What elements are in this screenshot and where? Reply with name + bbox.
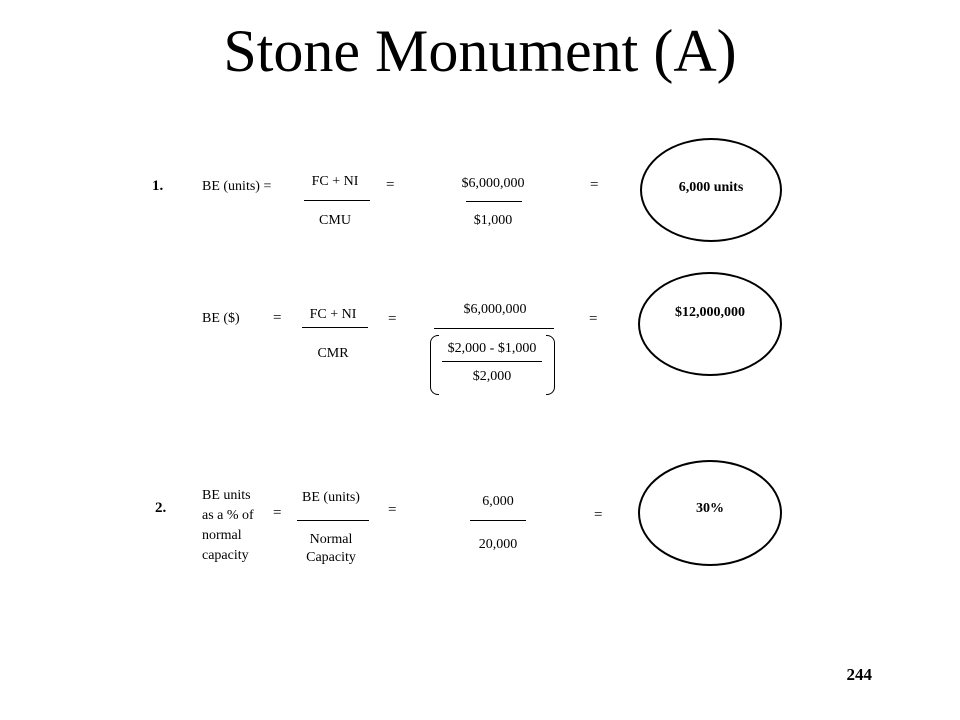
be-percent-label-line-4: capacity [202, 548, 249, 563]
be-units-formula-fraction-bar [304, 200, 370, 201]
be-dollars-result: $12,000,000 [675, 305, 745, 320]
page-title: Stone Monument (A) [223, 18, 737, 84]
be-percent-value-numerator: 6,000 [482, 494, 514, 509]
be-percent-formula-fraction-bar [297, 520, 369, 521]
be-percent-value-denominator: 20,000 [478, 537, 518, 552]
be-units-equals-2: = [590, 177, 599, 193]
be-units-value-denominator: $1,000 [473, 213, 513, 228]
be-dollars-value-sub-fraction-bar [442, 361, 542, 362]
be-units-formula-denominator: CMU [319, 213, 351, 228]
be-dollars-formula-numerator: FC + NI [309, 307, 357, 322]
be-dollars-label: BE ($) [202, 311, 240, 326]
page-number: 244 [846, 665, 872, 684]
be-dollars-result-oval [638, 272, 782, 376]
be-percent-equals-0: = [273, 505, 282, 521]
be-dollars-equals-2: = [589, 311, 598, 327]
be-percent-formula-denominator-line-2: Capacity [306, 550, 356, 565]
be-percent-formula-denominator [290, 531, 372, 567]
be-percent-formula-numerator: BE (units) [302, 490, 360, 505]
be-percent-value-fraction-bar [470, 520, 526, 521]
be-percent-equals-1: = [388, 502, 397, 518]
be-dollars-formula-fraction-bar [302, 327, 368, 328]
be-dollars-equals-1: = [388, 311, 397, 327]
be-percent-label-line-3: normal [202, 528, 242, 543]
be-percent-label [202, 486, 254, 566]
section-1-number: 1. [152, 178, 164, 194]
be-dollars-equals-0: = [273, 310, 282, 326]
be-units-formula-numerator: FC + NI [311, 174, 359, 189]
be-percent-label-line-1: BE units [202, 488, 251, 503]
be-percent-result: 30% [696, 501, 724, 516]
be-dollars-formula-denominator: CMR [317, 346, 349, 361]
be-percent-formula-denominator-line-1: Normal [309, 532, 353, 547]
be-units-value-fraction-bar [466, 201, 522, 202]
be-dollars-value-sub-numerator: $2,000 - $1,000 [447, 341, 537, 356]
be-dollars-value-sub-denominator: $2,000 [472, 369, 512, 384]
be-units-value-numerator: $6,000,000 [461, 176, 525, 191]
be-units-label: BE (units) = [202, 179, 272, 194]
section-2-number: 2. [155, 500, 167, 516]
be-dollars-value-main-fraction-bar [434, 328, 554, 329]
be-units-equals-1: = [386, 177, 395, 193]
be-dollars-value-numerator: $6,000,000 [463, 302, 527, 317]
be-percent-label-line-2: as a % of [202, 508, 254, 523]
be-units-result: 6,000 units [678, 180, 744, 195]
be-percent-equals-2: = [594, 507, 603, 523]
